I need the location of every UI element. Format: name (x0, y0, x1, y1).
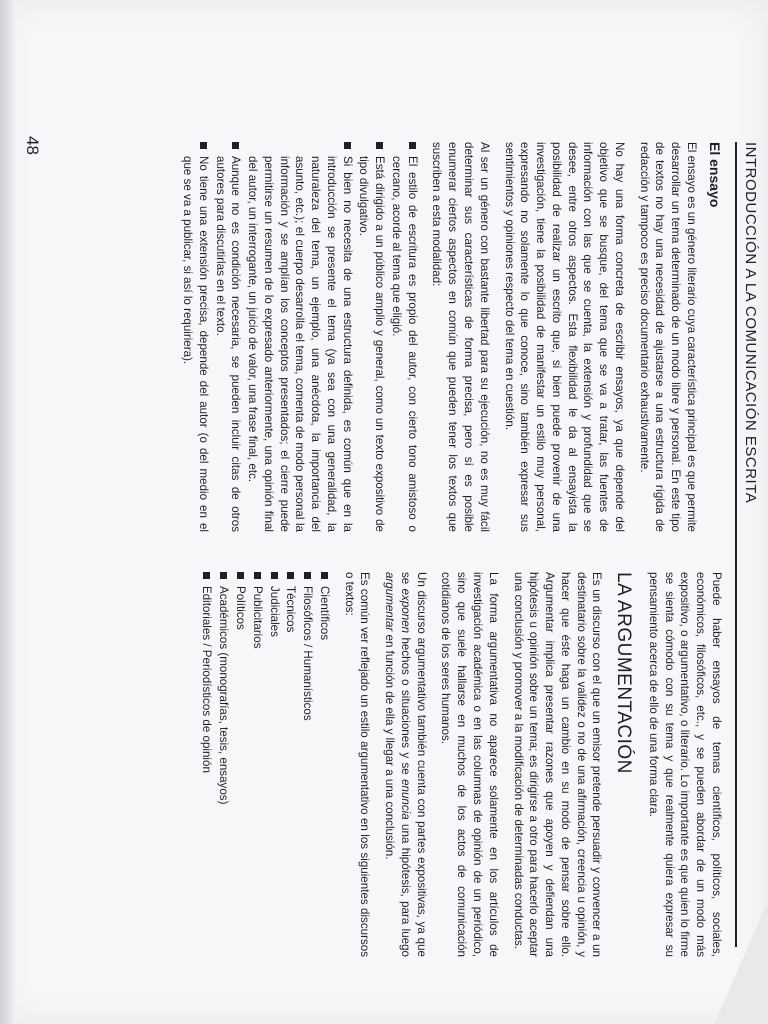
text-run: hechos o situaciones y se (398, 633, 412, 780)
text-type-item: Técnicos (283, 572, 299, 957)
page-number: 48 (23, 136, 42, 155)
ensayo-bullet-list (179, 142, 419, 532)
text-type-item: Científicos (316, 572, 332, 957)
text-run: Un discurso argumentativo también cuenta con partes expositivas, ya que se (398, 572, 428, 957)
text-type-item: Editoriales / Periodísticos de opinión (199, 572, 215, 957)
ensayo-bullet-item: El estilo de escritura es propio del autor, con cierto tono amistoso o cercano, acorde al tema que eligió. (388, 142, 420, 532)
right-column (190, 572, 724, 957)
argumentacion-text-types-list (199, 572, 332, 957)
text-type-item: Académicos (monografías, tesis, ensayos) (216, 572, 232, 957)
ensayo-paragraph-4: Puede haber ensayos de temas científicos, políticos, sociales, económicos, filosóficos, etc., y se pueden abordar de un modo más expositivo, o argumentativo, o literario. Lo importante es que quien lo firme se sienta cómodo con su tema y que realmente quiera expresar su pensamiento acerca de ello de una forma clara. (646, 572, 723, 957)
emphasis-exponen: exponen (398, 588, 412, 634)
argumentacion-paragraph-1: Es un discurso con el que un emisor pretende persuadir y convencer a un destinatario sobre la validez o no de una afirmación, creencia u opinión, y hacer que éste haga un cambio en su modo de pensar sobre ello. Argumentar implica presentar razones que apoyen y defiendan una hipótesis u opinión sobre un tema; es dirigirse a otro para hacerlo aceptar una conclusión y promover a la modificación de determinadas conductas. (511, 572, 604, 957)
section-title-ensayo: El ensayo (707, 142, 723, 208)
emphasis-argumentar: argumentar (383, 572, 397, 632)
argumentacion-paragraph-4: Es común ver reflejado un estilo argumentativo en los siguientes discursos o textos: (342, 572, 372, 957)
ensayo-bullet-item: No tiene una extensión precisa, depende del autor (o del medio en el que se va a publicar, si así lo requiriera). (179, 142, 211, 532)
ensayo-bullet-item: Está dirigido a un público amplio y general, como un texto expositivo de tipo divulgativo. (356, 142, 388, 532)
running-head: INTRODUCCIÓN A LA COMUNICACIÓN ESCRITA (735, 142, 760, 947)
text-type-item: Políticos (232, 572, 248, 957)
ensayo-paragraph-3: Al ser un género con bastante libertad para su ejecución, no es muy fácil determinar sus características de forma precisa, pero sí es posible enumerar ciertos aspectos en común que pueden tener los textos que suscriben a esta modalidad: (430, 142, 491, 532)
text-run: una hipótesis, para luego (398, 819, 412, 957)
text-type-item: Publicitarios (249, 572, 265, 957)
rotated-page (4, 12, 764, 1012)
ensayo-paragraph-1: El ensayo es un género literario cuya característica principal es que permite desarrollar un tema determinado de un modo libre y personal. En este tipo de textos no hay una necesidad de ajustarse a una estructura rígida de redacción y tampoco es preciso documentario exhaustivamente. (637, 142, 698, 532)
ensayo-paragraph-2: No hay una forma concreta de escribir ensayos, ya que depende del objetivo que se busque, del tema que se va a tratar, las fuentes de información con las que se cuenta, la extensión y profundidad que se desee, entre otros aspectos. Esta flexibilidad le da al ensayista la posibilidad de realizar un escrito que, si bien puede provenir de una investigación, tiene la posibilidad de manifestar un estilo muy personal, expresando no solamente lo que conoce, sino también expresar sus sentimientos y opiniones respecto del tema en cuestión. (502, 142, 626, 532)
text-type-item: Filosóficos / Humanísticos (299, 572, 315, 957)
left-column (170, 142, 724, 532)
text-type-item: Judiciales (266, 572, 282, 957)
emphasis-enuncia: enuncia (398, 779, 412, 820)
argumentacion-paragraph-3 (381, 572, 428, 957)
ensayo-bullet-item: Si bien no necesita de una estructura definida, es común que en la introducción se presente el tema (ya sea con una generalidad, la naturaleza del tema, un ejemplo, una anécdota, la importancia del asunto, etc.); el cuerpo desarrolla el tema, comenta de modo personal la información y se amplían los conceptos presentados; el cierre puede permitirse un resumen de lo expresado anteriormente, una opinión final del autor, un interrogante, un juicio de valor, una frase final, etc. (244, 142, 354, 532)
text-run: en función de ella y llegar a una conclusión. (383, 631, 397, 860)
argumentacion-paragraph-2: La forma argumentativa no aparece solamente en los artículos de investigación académica o en las columnas de opinión de un periódico, sino que suele hallarse en muchos de los actos de comunicación cotidianos de los seres humanos. (439, 572, 500, 957)
section-title-argumentacion: LA ARGUMENTACIÓN (613, 572, 635, 774)
ensayo-bullet-item: Aunque no es condición necesaria, se pueden incluir citas de otros autores para discutirlas en el texto. (212, 142, 244, 532)
